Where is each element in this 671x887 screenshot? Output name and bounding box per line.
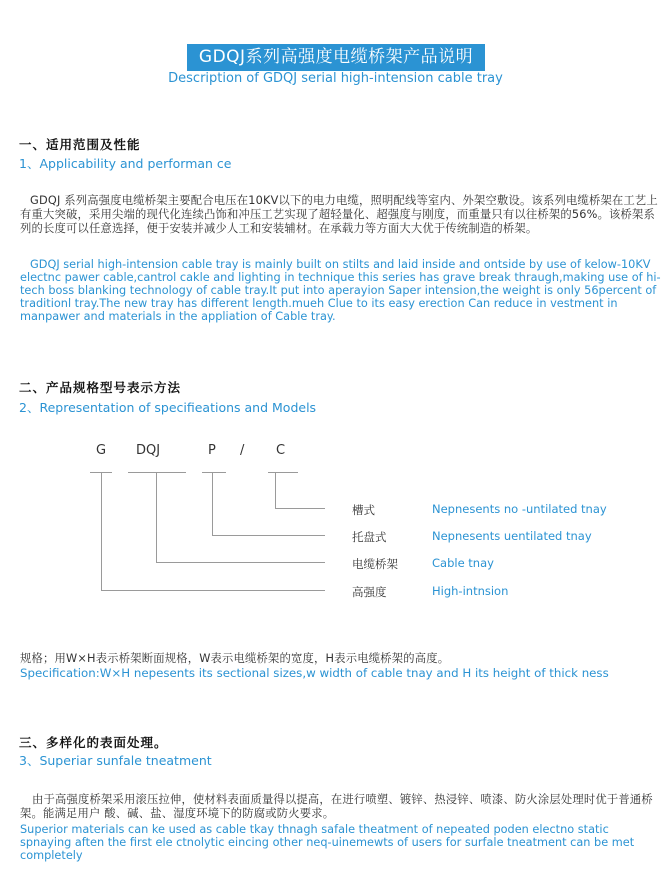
connector-p-horizontal xyxy=(212,535,325,536)
code-c: C xyxy=(276,443,286,458)
section1-heading-en: 1、Applicability and performan ce xyxy=(19,156,232,171)
section2-heading-zh: 二、产品规格型号表示方法 xyxy=(19,380,182,395)
code-p: P xyxy=(208,443,216,458)
connector-p-vertical xyxy=(212,472,213,535)
section1-paragraph-en: GDQJ serial high-intension cable tray is mainly built on stilts and laid inside and ontside by use of kelow-10KV electnc pawer cable,cantrol cakle and lighting in technique this series has grave break thraugh,making use of hi-tech boss blanking technology of cable tray.It put into aperayion Saper intension,the weight is only 56percent of traditionl tray.The new tray has different length.mueh Clue to its easy erection Can reduce in vestment in manpawer and materials in the appliation of Cable tray. xyxy=(20,258,661,323)
connector-dqj-vertical xyxy=(156,472,157,562)
section1-paragraph-zh: GDQJ 系列高强度电缆桥架主要配合电压在10KV以下的电力电缆，照明配线等室内、外架空敷设。该系列电缆桥架在工艺上有重大突破，采用尖端的现代化连续凸饰和冲压工艺实现了超轻量化、超强度与刚度，而重量只有以往桥架的56%。该桥架系列的长度可以任意选择，便于安装并减少人工和安装辅材。在承载力等方面大大优于传统制造的桥架。 xyxy=(20,194,658,235)
connector-g-vertical xyxy=(101,472,102,590)
label-cable-tray-zh: 电缆桥架 xyxy=(352,557,398,571)
underline-c xyxy=(268,472,298,473)
section3-paragraph-en: Superior materials can ke used as cable tkay thnagh safale theatment of nepeated poden electno static spnaying aften the first ele ctnolytic eincing other neq-uinemewts of users for surfale tneatment can be met completely xyxy=(20,823,635,862)
spec-text-en: Specification:W×H nepesents its sectional sizes,w width of cable tnay and H its height of thick ness xyxy=(20,666,609,680)
connector-c-horizontal xyxy=(275,508,325,509)
code-dqj: DQJ xyxy=(136,443,161,458)
underline-dqj xyxy=(128,472,186,473)
label-tray-en: Nepnesents uentilated tnay xyxy=(432,529,592,543)
underline-p xyxy=(202,472,226,473)
section2-heading-en: 2、Representation of specifieations and Models xyxy=(19,400,317,415)
section3-paragraph-zh: 由于高强度桥架采用滚压拉伸，使材料表面质量得以提高，在进行喷塑、镀锌、热浸锌、喷漆、防火涂层处理时优于普通桥架。能满足用户 酸、碱、盐、湿度环境下的防腐或防火要求。 xyxy=(20,793,653,820)
label-cable-tray-en: Cable tnay xyxy=(432,556,494,570)
label-tray-zh: 托盘式 xyxy=(352,530,387,544)
code-g: G xyxy=(96,443,107,458)
label-trough-zh: 槽式 xyxy=(352,503,375,517)
connector-dqj-horizontal xyxy=(156,562,325,563)
code-slash: / xyxy=(240,443,245,458)
section3-heading-zh: 三、多样化的表面处理。 xyxy=(19,735,168,750)
spec-text-zh: 规格；用W×H表示桥架断面规格，W表示电缆桥架的宽度，H表示电缆桥架的高度。 xyxy=(20,652,450,665)
section3-heading-en: 3、Superiar sunfale tneatment xyxy=(19,753,212,768)
connector-g-horizontal xyxy=(101,590,325,591)
connector-c-vertical xyxy=(275,472,276,509)
section1-heading-zh: 一、适用范围及性能 xyxy=(19,137,141,152)
label-high-strength-en: High-intnsion xyxy=(432,584,509,598)
page-subtitle: Description of GDQJ serial high-intension cable tray xyxy=(168,71,503,86)
page-title: GDQJ系列高强度电缆桥架产品说明 xyxy=(187,44,485,71)
label-trough-en: Nepnesents no -untilated tnay xyxy=(432,502,607,516)
label-high-strength-zh: 高强度 xyxy=(352,585,387,599)
